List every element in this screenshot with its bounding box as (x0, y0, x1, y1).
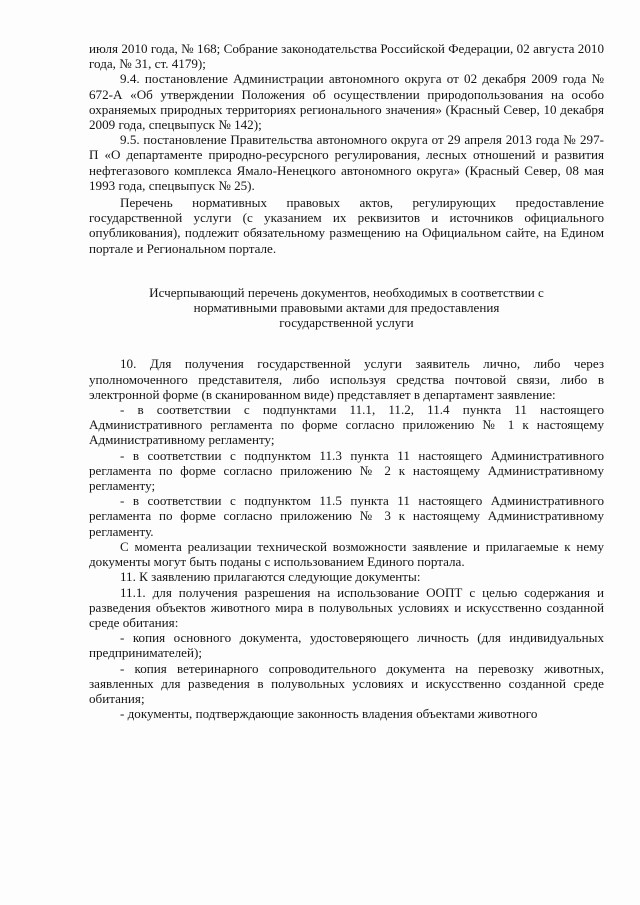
section-heading-line: нормативными правовыми актами для предоставления (193, 300, 500, 316)
document-body (89, 41, 604, 721)
list-item-form-3: - в соответствии с подпунктом 11.5 пункта 11 настоящего Административного регламента по форме согласно приложению № 3 к настоящему Административному регламенту. (89, 493, 604, 539)
section-heading-line: Исчерпывающий перечень документов, необходимых в соответствии с (149, 284, 544, 300)
list-item-identity-copy: - копия основного документа, удостоверяющего личность (для индивидуальных предпринимателей); (89, 630, 604, 661)
paragraph-single-portal: С момента реализации технической возможности заявление и прилагаемые к нему документы могут быть поданы с использованием Единого портала. (89, 538, 604, 570)
paragraph-item-11-1: 11.1. для получения разрешения на использование ООПТ с целью содержания и разведения объектов животного мира в полувольных условиях и искусственно созданной среде обитания: (89, 584, 604, 630)
list-item-form-1: - в соответствии с подпунктами 11.1, 11.2, 11.4 пункта 11 настоящего Административного регламента по форме согласно приложению № 1 к настоящему Административному регламенту; (89, 402, 604, 448)
paragraph-item-10: 10. Для получения государственной услуги заявитель лично, либо через уполномоченного представителя, либо используя средства почтовой связи, либо в электронной форме (в сканированном виде) представляет в департамент заявление: (89, 356, 604, 402)
paragraph-list-publication: Перечень нормативных правовых актов, регулирующих предоставление государственной услуги (с указанием их реквизитов и источников официального опубликования), подлежит обязательному размещению на Официальном сайте, на Едином портале и Региональном портале. (89, 195, 604, 256)
paragraph-item-9-4: 9.4. постановление Администрации автономного округа от 02 декабря 2009 года № 672-А «Об утверждении Положения об осуществлении природопользования на особо охраняемых природных территориях регионального значения» (Красный Север, 10 декабря 2009 года, спецвыпуск № 142); (89, 71, 604, 133)
list-item-form-2: - в соответствии с подпунктом 11.3 пункта 11 настоящего Административного регламента по форме согласно приложению № 2 к настоящему Административному регламенту; (89, 447, 604, 494)
paragraph-item-9-5: 9.5. постановление Правительства автономного округа от 29 апреля 2013 года № 297-П «О департаменте природно-ресурсного регулирования, лесных отношений и развития нефтегазового комплекса Ямало-Ненецкого автономного округа» (Красный Север, 08 мая 1993 года, спецвыпуск № 25). (89, 132, 604, 193)
list-item-ownership-documents: - документы, подтверждающие законность владения объектами животного (120, 706, 538, 722)
section-heading (89, 285, 604, 331)
paragraph-item-11: 11. К заявлению прилагаются следующие документы: (120, 569, 421, 585)
paragraph-continuation: июля 2010 года, № 168; Собрание законодательства Российской Федерации, 02 августа 2010 года, № 31, ст. 4179); (89, 41, 604, 72)
section-heading-line: государственной услуги (279, 315, 414, 331)
list-item-veterinary-copy: - копия ветеринарного сопроводительного документа на перевозку животных, заявленных для разведения в полувольных условиях и искусственно созданной среде обитания; (89, 660, 604, 706)
